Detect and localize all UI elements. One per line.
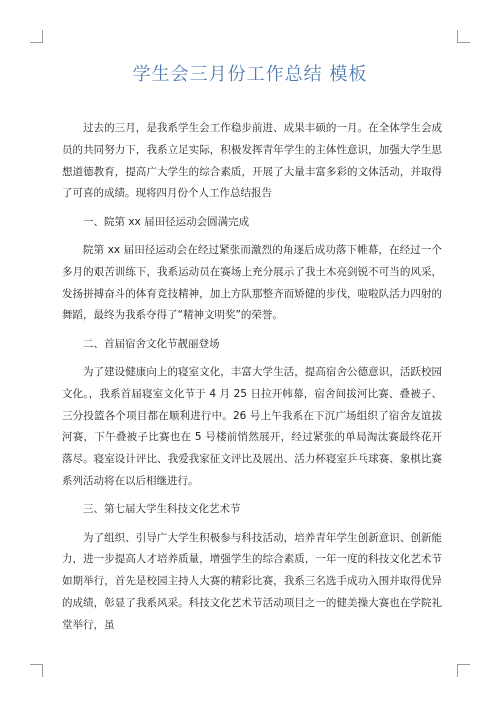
document-body bbox=[62, 118, 442, 643]
section-heading-1: 一、院第 xx 届田径运动会圆满完成 bbox=[83, 215, 250, 228]
section-paragraph-2: 为了建设健康向上的寝室文化，丰富大学生活，提高宿舍公德意识，活跃校园文化。，我系首届寝室文化节于 4 月 25 日拉开帏幕，宿舍间拔河比赛、叠被子、三分投篮各个项目都在顺利进行中。26 号上午我系在下沉广场组织了宿舍友谊拔河赛，下午叠被子比赛也在 5 号楼前悄然展开，经过紧张的单局淘汰赛最终花开落尽。寝室设计评比、我爱我家征文评比及展出、活力杯寝室乒乓球赛、象棋比赛系列活动将在以后相继进行。 bbox=[62, 365, 442, 487]
crop-mark-bottom-left bbox=[30, 664, 43, 677]
intro-paragraph: 过去的三月，是我系学生会工作稳步前进、成果丰硕的一月。在全体学生会成员的共同努力下，我系立足实际，积极发挥青年学生的主体性意识，加强大学生思想道德教育，提高广大学生的综合素质，开展了大量丰富多彩的文体活动，并取得了可喜的成绩。现将四月份个人工作总结报告 bbox=[62, 122, 442, 200]
section-paragraph-1: 院第 xx 届田径运动会在经过紧张而激烈的角逐后成功落下帷幕，在经过一个多月的艰苦训练下，我系运动员在赛场上充分展示了我土木亮剑锐不可当的风采，发扬拼搏奋斗的体育竞技精神，加上方队那整齐而矫健的步伐，啦啦队活力四射的舞蹈，最终为我系夺得了“精神文明奖”的荣誉。 bbox=[62, 243, 442, 322]
section-heading-2: 二、首届宿舍文化节靓丽登场 bbox=[83, 337, 220, 350]
crop-mark-top-right bbox=[457, 30, 470, 43]
crop-mark-bottom-right bbox=[457, 664, 470, 677]
crop-mark-top-left bbox=[30, 30, 43, 43]
document-title: 学生会三月份工作总结 模板 bbox=[132, 64, 368, 85]
section-paragraph-3: 为了组织、引导广大学生积极参与科技活动，培养青年学生创新意识、创新能力，进一步提高人才培养质量，增强学生的综合素质，一年一度的科技文化艺术节如期举行，首先是校园主持人大赛的精彩比赛，我系三名选手成功入围并取得优异的成绩，彰显了我系风采。科技文化艺术节活动项目之一的健美操大赛也在学院礼堂举行，虽 bbox=[62, 531, 442, 631]
section-heading-3: 三、第七届大学生科技文化艺术节 bbox=[83, 503, 241, 516]
